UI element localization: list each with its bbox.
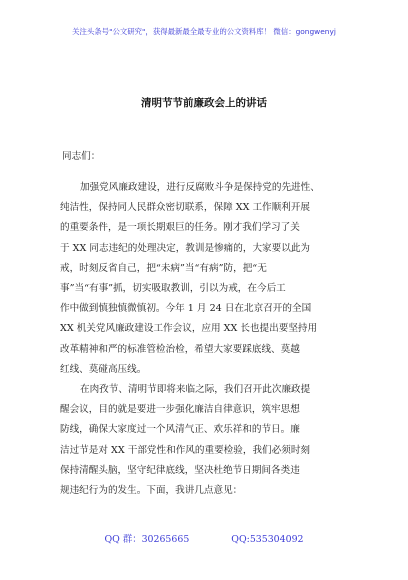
paragraph-line: 纯洁性，保持同人民群众密切联系，保障 XX 工作顺利开展	[60, 202, 311, 214]
paragraph-line: 醒会议，目的就是要进一步强化廉洁自律意识，筑牢思想	[60, 404, 300, 416]
document-title: 清明节节前廉政会上的讲话	[141, 97, 267, 109]
footer-qq-group: QQ 群：30265665	[104, 534, 190, 545]
paragraph-line: XX 机关党风廉政建设工作会议，应用 XX 长也提出要坚持用	[60, 323, 318, 335]
paragraph-line: 的重要条件，是一项长期艰巨的任务。刚才我们学习了关	[60, 222, 300, 234]
paragraph-line: 红线、莫碰高压线。	[60, 363, 147, 375]
paragraph-line: 作中做到慎独慎微慎初。今年 1 月 24 日在北京召开的全国	[60, 303, 312, 315]
paragraph-1	[60, 178, 358, 380]
salutation: 同志们：	[62, 151, 101, 162]
paragraph-line: 改革精神和严的标准管检治检，希望大家要踩底线、莫越	[60, 343, 300, 355]
paragraph-line: 加强党风廉政建设，进行反腐败斗争是保持党的先进性、	[80, 182, 320, 193]
footer-qq: QQ:535304092	[231, 534, 304, 545]
paragraph-2	[60, 380, 358, 501]
paragraph-line: 防线，确保大家度过一个风清气正、欢乐祥和的节日。廉	[60, 424, 300, 436]
paragraph-line: 事”当“有事”抓，切实吸取教训，引以为戒，在今后工	[60, 283, 286, 295]
paragraph-line: 于 XX 同志违纪的处理决定，教训是惨痛的，大家要以此为	[60, 242, 311, 254]
paragraph-line: 洁过节是对 XX 干部党性和作风的重要检验，我们必须时刻	[60, 444, 311, 456]
footer-contact	[0, 534, 408, 546]
paragraph-line: 戒，时刻反省自己，把“未病”当“有病”防，把“无	[60, 262, 267, 274]
paragraph-line: 在肉孜节、清明节即将来临之际，我们召开此次廉政提	[80, 384, 311, 395]
header-banner: 关注头条号"公文研究"，获得最新最全最专业的公文资料库！ 微信：gongwenyj	[72, 27, 336, 36]
paragraph-line: 保持清醒头脑，坚守纪律底线，坚决杜绝节日期间各类违	[60, 464, 300, 476]
paragraph-line: 规违纪行为的发生。下面，我讲几点意见：	[60, 485, 243, 497]
